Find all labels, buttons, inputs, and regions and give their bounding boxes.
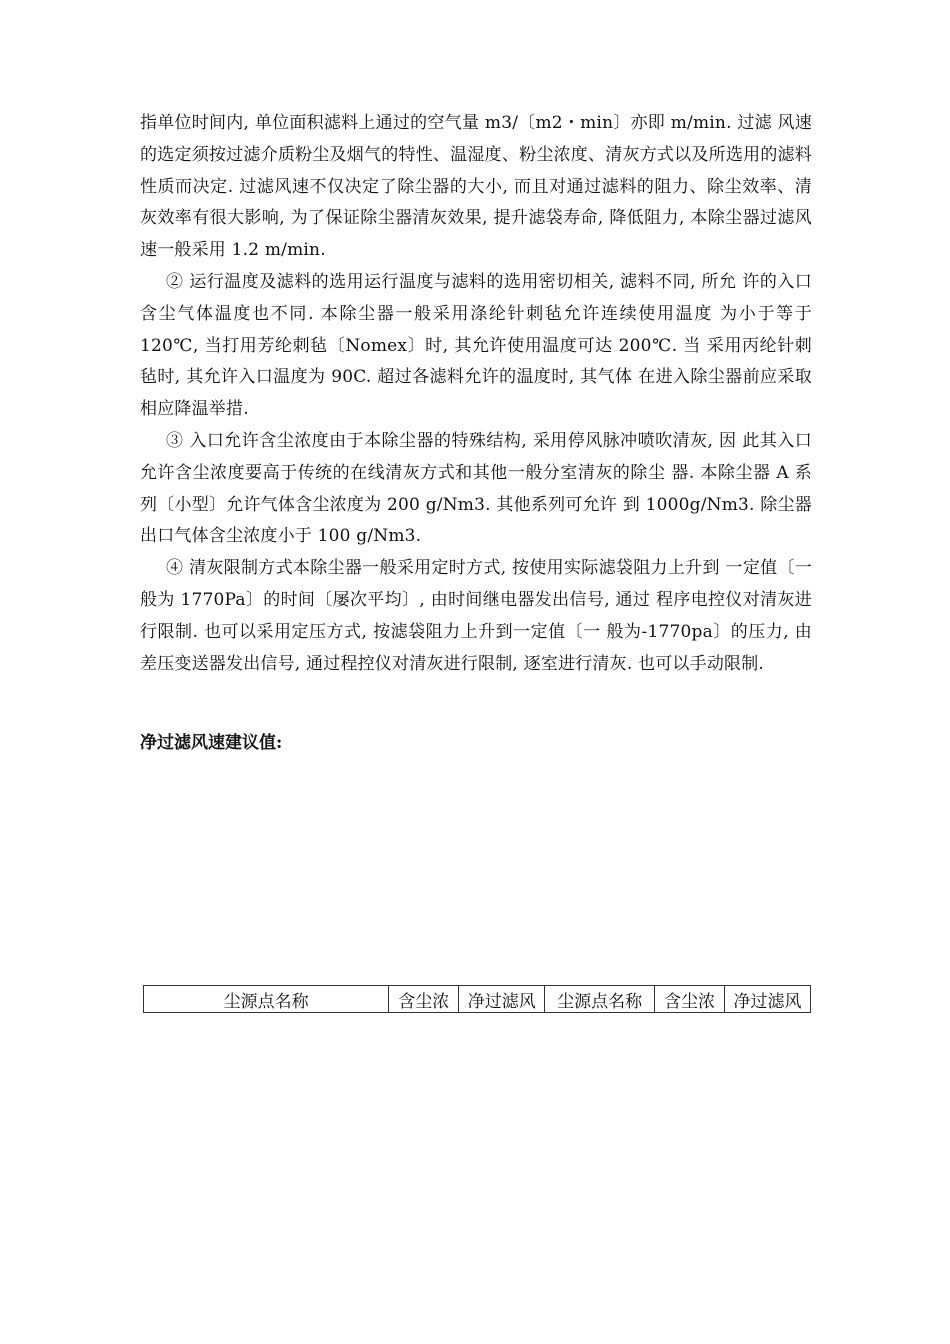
section-heading: 净过滤风速建议值: <box>140 733 283 754</box>
document-body <box>140 108 812 758</box>
header-net-filter-velocity: 净过滤风 <box>459 986 545 1013</box>
paragraph-filter-velocity: 指单位时间内, 单位面积滤料上通过的空气量 m3/〔m2・min〕亦即 m/min. 过滤 风速的选定须按过滤介质粉尘及烟气的特性、温湿度、粉尘浓度、清灰方式以及所选用的滤料性质而决定. 过滤风速不仅决定了除尘器的大小, 而且对通过滤料的阻力、除尘效率、清灰效率有很大影响, 为了保证除尘器清灰效果, 提升滤袋寿命, 降低阻力, 本除尘器过滤风速一般采用 1.2 m/min. <box>140 113 812 261</box>
paragraph-operating-temperature: ② 运行温度及滤料的选用运行温度与滤料的选用密切相关, 滤料不同, 所允 许的入口含尘气体温度也不同. 本除尘器一般采用涤纶针刺毡允许连续使用温度 为小于等于 120℃, 当打用芳纶刺毡〔Nomex〕时, 其允许使用温度可达 200℃. 当 采用丙纶针刺毡时, 其允许入口温度为 90C. 超过各滤料允许的温度时, 其气体 在进入除尘器前应采取相应降温举措. <box>140 271 812 420</box>
header-net-filter-velocity-2: 净过滤风 <box>725 986 811 1013</box>
filter-velocity-table <box>143 985 811 1013</box>
table-header-row <box>144 986 811 1013</box>
header-dust-concentration: 含尘浓 <box>389 986 459 1013</box>
header-dust-source-name: 尘源点名称 <box>144 986 389 1013</box>
paragraph-inlet-dust-concentration: ③ 入口允许含尘浓度由于本除尘器的特殊结构, 采用停风脉冲喷吹清灰, 因 此其入口允许含尘浓度要高于传统的在线清灰方式和其他一般分室清灰的除尘 器. 本除尘器 A 系列〔小型〕允许气体含尘浓度为 200 g/Nm3. 其他系列可允许 到 1000g/Nm3. 除尘器出口气体含尘浓度小于 100 g/Nm3. <box>140 430 812 547</box>
header-dust-concentration-2: 含尘浓 <box>655 986 725 1013</box>
paragraph-cleaning-control: ④ 清灰限制方式本除尘器一般采用定时方式, 按使用实际滤袋阻力上升到 一定值〔一般为 1770Pa〕的时间〔屡次平均〕, 由时间继电器发出信号, 通过 程序电控仪对清灰进行限制. 也可以采用定压方式, 按滤袋阻力上升到一定值〔一 般为-1770pa〕的压力, 由差压变送器发出信号, 通过程控仪对清灰进行限制, 逐室进行清灰. 也可以手动限制. <box>140 558 812 674</box>
header-dust-source-name-2: 尘源点名称 <box>545 986 655 1013</box>
